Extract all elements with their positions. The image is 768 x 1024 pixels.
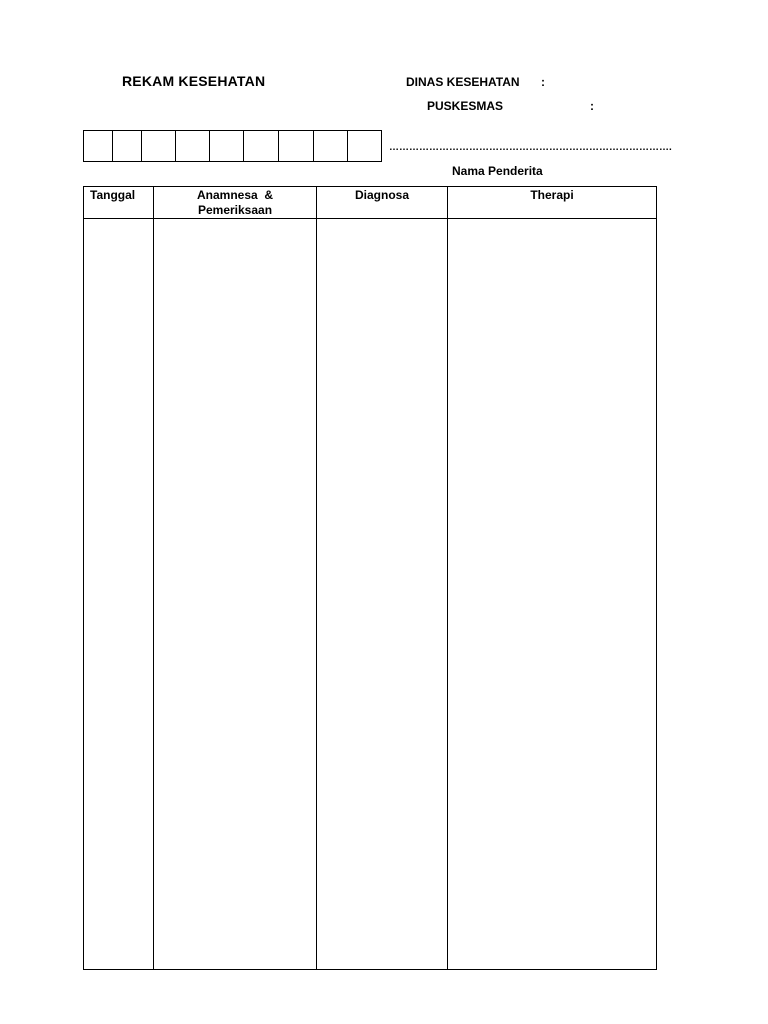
table-header-row [84, 187, 657, 219]
header-anamnesa-line2: Pemeriksaan [197, 203, 273, 217]
medical-record-table [83, 186, 657, 970]
patient-name-field[interactable]: …………………………………………………………………………. [389, 142, 672, 153]
patient-name-label: Nama Penderita [452, 164, 543, 178]
id-digit-box[interactable] [347, 130, 382, 162]
id-digit-box[interactable] [175, 130, 210, 162]
id-digit-box[interactable] [141, 130, 176, 162]
cell-anamnesa[interactable] [154, 219, 317, 970]
cell-tanggal[interactable] [84, 219, 154, 970]
id-digit-box[interactable] [243, 130, 279, 162]
header-therapi: Therapi [448, 187, 657, 219]
header-tanggal: Tanggal [84, 187, 154, 219]
header-anamnesa [154, 187, 317, 219]
id-digit-box[interactable] [83, 130, 113, 162]
cell-therapi[interactable] [448, 219, 657, 970]
id-digit-box[interactable] [313, 130, 348, 162]
id-digit-box[interactable] [112, 130, 142, 162]
cell-diagnosa[interactable] [317, 219, 448, 970]
header-diagnosa: Diagnosa [317, 187, 448, 219]
form-title: REKAM KESEHATAN [122, 73, 266, 89]
header-anamnesa-line1: Anamnesa & [196, 188, 274, 202]
puskesmas-label: PUSKESMAS [427, 99, 504, 113]
patient-id-boxes [83, 130, 382, 162]
puskesmas-colon: : [590, 99, 594, 113]
dinas-kesehatan-label: DINAS KESEHATAN [406, 75, 520, 89]
id-digit-box[interactable] [209, 130, 244, 162]
id-digit-box[interactable] [278, 130, 314, 162]
table-row [84, 219, 657, 970]
dinas-kesehatan-colon: : [541, 75, 545, 89]
